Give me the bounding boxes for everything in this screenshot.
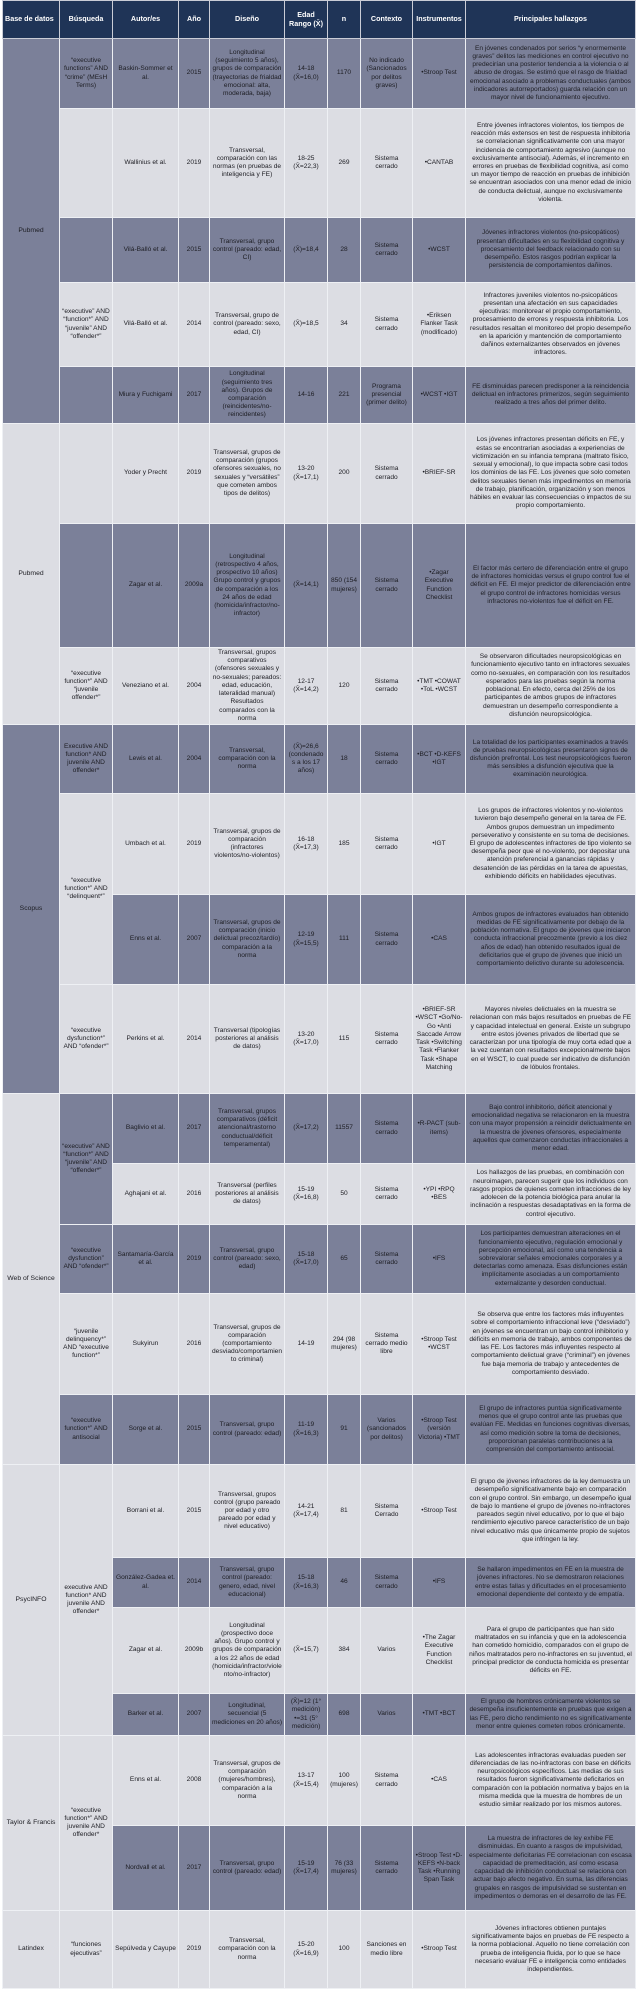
context-cell: Sistema cerrado — [361, 218, 413, 283]
studies-table — [2, 0, 636, 1989]
authors-cell: Enns et al. — [113, 895, 179, 985]
year-cell: 2019 — [179, 1911, 210, 1989]
col-header-age: Edad Rango (X̄) — [285, 1, 328, 39]
context-cell: Sistema cerrado — [361, 1736, 413, 1826]
findings-cell: Los grupos de infractores violentos y no-violentos tuvieron bajo desempeño general en la tarea de FE. Ambos grupos demuestran un impedimento perseverativo y consistente en su toma de decisiones. El grupo de adolescentes infractores de tipo violento se desempeña peor que el no-violento, por depositar una atención preferencial a ganancias rápidas y desatención de las pérdidas en la tarea de apuestas, exhibiendo déficits en habilidades ejecutivas. — [466, 794, 636, 895]
table-row — [3, 109, 636, 218]
context-cell: Sistema cerrado — [361, 794, 413, 895]
findings-cell: El grupo de jóvenes infractores de la ley demuestra un desempeño significativamente bajo en comparación con el grupo control. Sin embargo, un desempeño igual de bajo lo mantiene el grupo de jóvenes no-infractores pareados según nivel educativo, por lo que el bajo rendimiento ejecutivo parece característico de un bajo nivel educativo más que únicamente propio de sujetos que infringen la ley. — [466, 1465, 636, 1558]
search-query-cell: “executive functions” AND “crime” (MEsH Terms) — [60, 39, 113, 109]
sample-size-cell: 294 (98 mujeres) — [328, 1294, 361, 1395]
age-range-cell: 13-17 (X̄=15,4) — [285, 1736, 328, 1826]
search-query-cell: executive AND function* AND juvenile AND offender* — [60, 1465, 113, 1736]
findings-cell: Infractores juveniles violentos no-psicopáticos presentan una afectación en sus capacidades ejecutivas: monitorear el propio comportamiento, procesamiento de errores y respuesta inhibitoria. Los resultados resaltan el monitoreo del propio desempeño en la aparición y mantención de comportamiento dañinos externalizantes observados en jóvenes infractores. — [466, 283, 636, 367]
findings-cell: Ambos grupos de infractores evaluados han obtenido medidas de FE significativamente por debajo de la población normativa. El grupo de jóvenes que iniciaron conducta infraccional precozmente (previo a los diez años de edad) han obtenido resultados igual de deficitarios que el grupo de jóvenes que inició un comportamiento delictivo durante su adolescencia. — [466, 895, 636, 985]
context-cell: Sistema cerrado — [361, 1558, 413, 1608]
database-cell: Pubmed — [3, 39, 60, 424]
table-row — [3, 1465, 636, 1558]
findings-cell: Se observaron dificultades neuropsicológicas en funcionamiento ejecutivo tanto en infractores sexuales como no-sexuales, en comparación con los resultados esperados para las pruebas según la norma poblacional. En efecto, cerca del 25% de los participantes de ambos grupos de infractores demuestran un desempeño correspondiente a disfunción neuropsicológica. — [466, 648, 636, 725]
sample-size-cell: 269 — [328, 109, 361, 218]
age-range-cell: 15-20 (X̄=16,9) — [285, 1911, 328, 1989]
context-cell: Programa presencial (primer delito) — [361, 367, 413, 424]
year-cell: 2015 — [179, 39, 210, 109]
findings-cell: Jóvenes infractores obtienen puntajes significativamente bajos en pruebas de FE respecto a la norma poblacional. Aquello no tiene correlación con prueba de inteligencia fluida, por lo que se hace necesario evaluar FE e inteligencia como entidades independientes. — [466, 1911, 636, 1989]
year-cell: 2015 — [179, 1465, 210, 1558]
instruments-cell: •BRIEF-SR — [413, 424, 466, 524]
context-cell: Sistema cerrado — [361, 1225, 413, 1294]
table-row — [3, 648, 636, 725]
sample-size-cell: 81 — [328, 1465, 361, 1558]
sample-size-cell: 46 — [328, 1558, 361, 1608]
findings-cell: En jóvenes condenados por serios “y enormemente graves” delitos las mediciones en control ejecutivo no predecirían una posterior tendencia a la violencia o al abuso de drogas. Se estimó que el rasgo de frialdad emocional asociado a problemas conductuales (ambos indicadores autorreportados) guarda relación con un mayor nivel de funcionamiento ejecutivo. — [466, 39, 636, 109]
instruments-cell: •WCST •IGT — [413, 367, 466, 424]
context-cell: Sistema cerrado medio libre — [361, 1294, 413, 1395]
col-header-search: Búsqueda — [60, 1, 113, 39]
sample-size-cell: 91 — [328, 1395, 361, 1465]
instruments-cell: •TMT •COWAT •ToL •WCST — [413, 648, 466, 725]
findings-cell: Los hallazgos de las pruebas, en combinación con neuroimagen, parecen sugerir que los individuos con rasgos propios de quienes cometen infracciones de ley adolecen de la potencia biológica para anular la inclinación a respuestas desadaptativas en la forma de control ejecutivo. — [466, 1164, 636, 1225]
age-range-cell: 12-17 (X̄=14,2) — [285, 648, 328, 725]
col-header-year: Año — [179, 1, 210, 39]
design-cell: Longitudinal (prospectivo doce años). Grupo control y grupos de comparación a los 22 años de edad (homicida/infractor/violento/no-infractor) — [210, 1608, 285, 1694]
database-cell: PsycINFO — [3, 1465, 60, 1736]
authors-cell: Zagar et al. — [113, 1608, 179, 1694]
age-range-cell: (X̄=15,7) — [285, 1608, 328, 1694]
search-query-cell: “executive dysfunction*” AND “ofender*” — [60, 985, 113, 1094]
year-cell: 2016 — [179, 1164, 210, 1225]
instruments-cell: •IFS — [413, 1225, 466, 1294]
authors-cell: Santamaría-García et al. — [113, 1225, 179, 1294]
year-cell: 2004 — [179, 725, 210, 794]
instruments-cell: •IGT — [413, 794, 466, 895]
context-cell: Sistema Cerrado — [361, 1465, 413, 1558]
design-cell: Transversal, grupos de comparación (infractores violentos/no-violentos) — [210, 794, 285, 895]
col-header-database: Base de datos — [3, 1, 60, 39]
instruments-cell: •IFS — [413, 1558, 466, 1608]
instruments-cell: •CAS — [413, 1736, 466, 1826]
col-header-instruments: Instrumentos — [413, 1, 466, 39]
age-range-cell: (X̄=14,1) — [285, 524, 328, 648]
authors-cell: González-Gadea et. al. — [113, 1558, 179, 1608]
authors-cell: Yoder y Precht — [113, 424, 179, 524]
instruments-cell: •Eriksen Flanker Task (modificado) — [413, 283, 466, 367]
sample-size-cell: 115 — [328, 985, 361, 1094]
instruments-cell: •CAS — [413, 895, 466, 985]
instruments-cell: •The Zagar Executive Function Checklist — [413, 1608, 466, 1694]
context-cell: Sistema cerrado — [361, 424, 413, 524]
year-cell: 2019 — [179, 424, 210, 524]
sample-size-cell: 185 — [328, 794, 361, 895]
instruments-cell: •BCT •D-KEFS •IGT — [413, 725, 466, 794]
findings-cell: Jóvenes infractores violentos (no-psicopáticos) presentan dificultades en su flexibilidad cognitiva y procesamiento del feedback relacionado con su desempeño. Estos rasgos podrían explicar la persistencia de comportamientos dañinos. — [466, 218, 636, 283]
year-cell: 2009a — [179, 524, 210, 648]
findings-cell: Entre jóvenes infractores violentos, los tiempos de reacción más extensos en test de respuesta inhibitoria se correlacionan significativamente con una mayor incidencia de comportamiento agresivo (aunque no exclusivamente antisocial). Además, el incremento en errores en pruebas de flexibilidad cognitiva, así como un mayor tiempo de reacción en pruebas de inhibición se encuentran asociados con una menor edad de inicio de conducta delictual, aunque no exclusivamente violenta. — [466, 109, 636, 218]
table-row — [3, 424, 636, 524]
findings-cell: Se hallaron impedimentos en FE en la muestra de jóvenes infractores. No se demostraron relaciones entre estas fallas y dificultades en el procesamiento emocional dependiente del contexto y de empatía. — [466, 1558, 636, 1608]
context-cell: Sistema cerrado — [361, 109, 413, 218]
age-range-cell: (X̄)=26,6 (condenados a los 17 años) — [285, 725, 328, 794]
findings-cell: Los participantes demuestran alteraciones en el funcionamiento ejecutivo, regulación emocional y percepción emocional, así como una tendencia a sobrevalorar señales emocionales corporales y a detectarlas como amenaza. Esas disfunciones están implícitamente asociadas a un comportamiento externalizante y desorden conductual. — [466, 1225, 636, 1294]
year-cell: 2019 — [179, 109, 210, 218]
age-range-cell: 15-18 (X̄=16,3) — [285, 1558, 328, 1608]
year-cell: 2019 — [179, 1225, 210, 1294]
authors-cell: Enns et al. — [113, 1736, 179, 1826]
design-cell: Transversal, grupos de comparación (comportamiento desviado/comportamiento criminal) — [210, 1294, 285, 1395]
table-row — [3, 1911, 636, 1989]
table-row — [3, 1395, 636, 1465]
age-range-cell: 15-19 (X̄=16,8) — [285, 1164, 328, 1225]
search-query-cell: Executive AND function* AND juvenile AND offender* — [60, 725, 113, 794]
authors-cell: Borrani et al. — [113, 1465, 179, 1558]
col-header-authors: Autor/es — [113, 1, 179, 39]
authors-cell: Sukyirun — [113, 1294, 179, 1395]
search-query-cell — [60, 109, 113, 218]
findings-cell: Las adolescentes infractoras evaluadas pueden ser diferenciadas de las no-infractoras con base en déficits neuropsicológicos específicos. Las medias de sus resultados fueron significativamente deficitarios en comparación con la población normativa y bajos en la misma medida que la muestra de hombres de un estudio similar realizado por los mismos autores. — [466, 1736, 636, 1826]
sample-size-cell: 34 — [328, 283, 361, 367]
age-range-cell: 15-18 (X̄=17,0) — [285, 1225, 328, 1294]
search-query-cell — [60, 218, 113, 283]
year-cell: 2016 — [179, 1294, 210, 1395]
year-cell: 2009b — [179, 1608, 210, 1694]
authors-cell: Vilá-Balló et al. — [113, 283, 179, 367]
findings-cell: El grupo de hombres crónicamente violentos se desempeña insuficientemente en pruebas que exigen a las FE, pero dicho rendimiento no es significativamente menor entre quienes cometen robos crónicamente. — [466, 1694, 636, 1736]
design-cell: Transversal, grupo control (pareado: edad) — [210, 1826, 285, 1911]
design-cell: Transversal (tipologías posteriores al análisis de datos) — [210, 985, 285, 1094]
authors-cell: Barker et al. — [113, 1694, 179, 1736]
context-cell: Sistema cerrado — [361, 283, 413, 367]
findings-cell: La muestra de infractores de ley exhibe FE disminuidas. En cuanto a rasgos de impulsividad, especialmente deficitarias FE correlacionan con escasa capacidad de premeditación, así como escasa capacidad de inhibición conductual se relaciona con actuar bajo afecto negativo. En suma, las diferencias grupales en rasgos de impulsividad se sustentan en impedimentos o demoras en el desarrollo de las FE. — [466, 1826, 636, 1911]
design-cell: Transversal, comparación con las normas (en pruebas de inteligencia y FE) — [210, 109, 285, 218]
context-cell: Sistema cerrado — [361, 985, 413, 1094]
instruments-cell: •R-PACT (sub-items) — [413, 1094, 466, 1164]
search-query-cell — [60, 524, 113, 648]
year-cell: 2008 — [179, 1736, 210, 1826]
findings-cell: El factor más certero de diferenciación entre el grupo de infractores homicidas versus el grupo control fue el déficit en FE. El mejor predictor de diferenciación entre el grupo control de infractores homicidas versus infractores no-violentos fue el déficit en FE. — [466, 524, 636, 648]
authors-cell: Wallinius et al. — [113, 109, 179, 218]
design-cell: Transversal (perfiles posteriores al análisis de datos) — [210, 1164, 285, 1225]
design-cell: Transversal, grupos de comparación (inicio delictual precoz/tardío) comparación a la norma — [210, 895, 285, 985]
year-cell: 2007 — [179, 895, 210, 985]
sample-size-cell: 76 (33 mujeres) — [328, 1826, 361, 1911]
year-cell: 2015 — [179, 218, 210, 283]
design-cell: Transversal, grupo control (pareado: genero, edad, nivel educacional) — [210, 1558, 285, 1608]
context-cell: Varios — [361, 1608, 413, 1694]
search-query-cell — [60, 424, 113, 524]
age-range-cell: 14-19 — [285, 1294, 328, 1395]
findings-cell: El grupo de infractores puntúa significativamente menos que el grupo control ante las pruebas que evalúan FE. Medidas en funciones cognitivas diversas, así como medición sobre la toma de decisiones, proporcionan paralelas contribuciones a la comprensión del comportamiento antisocial. — [466, 1395, 636, 1465]
context-cell: Sistema cerrado — [361, 648, 413, 725]
sample-size-cell: 200 — [328, 424, 361, 524]
authors-cell: Sorge et al. — [113, 1395, 179, 1465]
age-range-cell: 14-21 (X̄=17,4) — [285, 1465, 328, 1558]
age-range-cell: 12-19 (X̄=15,5) — [285, 895, 328, 985]
instruments-cell: •Zagar Executive Function Checklist — [413, 524, 466, 648]
authors-cell: Vilá-Balló et al. — [113, 218, 179, 283]
database-cell: Latindex — [3, 1911, 60, 1989]
table-row — [3, 725, 636, 794]
year-cell: 2017 — [179, 367, 210, 424]
instruments-cell: •TMT •BCT — [413, 1694, 466, 1736]
design-cell: Transversal, grupo control (pareado: edad, CI) — [210, 218, 285, 283]
database-cell: Taylor & Francis — [3, 1736, 60, 1911]
design-cell: Transversal, grupos de comparación (mujeres/hombres), comparación a la norma — [210, 1736, 285, 1826]
search-query-cell: “executive” AND “function*” AND “juvenile” AND “offender*” — [60, 283, 113, 367]
authors-cell: Sepúlveda y Cayupe — [113, 1911, 179, 1989]
table-row — [3, 524, 636, 648]
authors-cell: Miura y Fuchigami — [113, 367, 179, 424]
year-cell: 2004 — [179, 648, 210, 725]
context-cell: Sistema cerrado — [361, 1164, 413, 1225]
age-range-cell: 16-18 (X̄=17,3) — [285, 794, 328, 895]
design-cell: Transversal, grupos de comparación (grupos ofensores sexuales, no sexuales y “versátiles” que cometen ambos tipos de delitos) — [210, 424, 285, 524]
table-row — [3, 1294, 636, 1395]
table-row — [3, 367, 636, 424]
design-cell: Longitudinal (seguimiento 5 años), grupos de comparación (trayectorias de frialdad emocional: alta, moderada, baja) — [210, 39, 285, 109]
table-row — [3, 39, 636, 109]
age-range-cell: (X̄)=12 (1° medición) •=31 (5° medición) — [285, 1694, 328, 1736]
age-range-cell: 14-18 (X̄=16,0) — [285, 39, 328, 109]
year-cell: 2007 — [179, 1694, 210, 1736]
instruments-cell: •Stroop Test (versión Victoria) •TMT — [413, 1395, 466, 1465]
authors-cell: Aghajani et al. — [113, 1164, 179, 1225]
instruments-cell: •Stroop Test — [413, 1911, 466, 1989]
header-row — [3, 1, 636, 39]
sample-size-cell: 850 (154 mujeres) — [328, 524, 361, 648]
findings-cell: Se observa que entre los factores más influyentes sobre el comportamiento infraccional leve (“desviado”) en jóvenes se encuentran un bajo control inhibitorio y déficits en memoria de trabajo, ambos componentes de las FE. Los factores más influyentes respecto al comportamiento delictual grave (“criminal”) en jóvenes fue baja memoria de trabajo y antecedentes de comportamiento desviado. — [466, 1294, 636, 1395]
year-cell: 2017 — [179, 1826, 210, 1911]
sample-size-cell: 111 — [328, 895, 361, 985]
age-range-cell: 18-25 (X̄=22,3) — [285, 109, 328, 218]
table-row — [3, 1094, 636, 1164]
search-query-cell — [60, 367, 113, 424]
age-range-cell: (X̄)=18,4 — [285, 218, 328, 283]
table-row — [3, 218, 636, 283]
sample-size-cell: 120 — [328, 648, 361, 725]
search-query-cell: “executive function*” AND juvenile AND offender* — [60, 1736, 113, 1911]
authors-cell: Perkins et al. — [113, 985, 179, 1094]
table-row — [3, 985, 636, 1094]
sample-size-cell: 28 — [328, 218, 361, 283]
year-cell: 2015 — [179, 1395, 210, 1465]
table-row — [3, 794, 636, 895]
table-row — [3, 1225, 636, 1294]
instruments-cell: •Stroop Test — [413, 1465, 466, 1558]
design-cell: Transversal, grupo control (pareado: sexo, edad) — [210, 1225, 285, 1294]
sample-size-cell: 1170 — [328, 39, 361, 109]
authors-cell: Baskin-Sommer et al. — [113, 39, 179, 109]
search-query-cell: “executive function*” AND “delinquent*” — [60, 794, 113, 985]
age-range-cell: (X̄=17,2) — [285, 1094, 328, 1164]
context-cell: Sistema cerrado — [361, 1094, 413, 1164]
design-cell: Longitudinal (seguimiento tres años). Grupos de comparación (reincidentes/no-reincidentes) — [210, 367, 285, 424]
age-range-cell: 13-20 (X̄=17,1) — [285, 424, 328, 524]
sample-size-cell: 18 — [328, 725, 361, 794]
authors-cell: Veneziano et al. — [113, 648, 179, 725]
database-cell: Scopus — [3, 725, 60, 1094]
search-query-cell: “executive function*” AND “juvenile offender*” — [60, 648, 113, 725]
design-cell: Longitudinal (retrospectivo 4 años, prospectivo 10 años) Grupo control y grupos de comparación a los 24 años de edad (homicida/infractor/no-infractor) — [210, 524, 285, 648]
instruments-cell: •Stroop Test •D-KEFS •N-back Task •Running Span Task — [413, 1826, 466, 1911]
sample-size-cell: 100 — [328, 1911, 361, 1989]
year-cell: 2017 — [179, 1094, 210, 1164]
context-cell: Varios (sancionados por delitos) — [361, 1395, 413, 1465]
instruments-cell: •BRIEF-SR •WSCT •Go/No-Go •Anti Saccade Arrow Task •Switching Task •Flanker Task •Shape Matching — [413, 985, 466, 1094]
authors-cell: Baglivio et al. — [113, 1094, 179, 1164]
age-range-cell: 14-16 — [285, 367, 328, 424]
authors-cell: Zagar et al. — [113, 524, 179, 648]
context-cell: Varios — [361, 1694, 413, 1736]
sample-size-cell: 11557 — [328, 1094, 361, 1164]
col-header-n: n — [328, 1, 361, 39]
col-header-context: Contexto — [361, 1, 413, 39]
search-query-cell: “executive dysfunction” AND “ofender*” — [60, 1225, 113, 1294]
col-header-design: Diseño — [210, 1, 285, 39]
design-cell: Transversal, grupo control (pareado: edad) — [210, 1395, 285, 1465]
table-row — [3, 283, 636, 367]
context-cell: Sanciones en medio libre — [361, 1911, 413, 1989]
authors-cell: Umbach et al. — [113, 794, 179, 895]
authors-cell: Lewis et al. — [113, 725, 179, 794]
instruments-cell: •WCST — [413, 218, 466, 283]
year-cell: 2014 — [179, 1558, 210, 1608]
design-cell: Transversal, grupos comparativos (ofensores sexuales y no-sexuales; pareados: edad, educación, lateralidad manual) Resultados comparados con la norma — [210, 648, 285, 725]
design-cell: Transversal, comparación con la norma — [210, 1911, 285, 1989]
search-query-cell: “executive function*” AND antisocial — [60, 1395, 113, 1465]
col-header-findings: Principales hallazgos — [466, 1, 636, 39]
sample-size-cell: 100 (mujeres) — [328, 1736, 361, 1826]
year-cell: 2019 — [179, 794, 210, 895]
search-query-cell: “juvenile delinquency*” AND “executive function*” — [60, 1294, 113, 1395]
design-cell: Transversal, grupo de control (pareado: sexo, edad, CI) — [210, 283, 285, 367]
year-cell: 2014 — [179, 985, 210, 1094]
findings-cell: Bajo control inhibitorio, déficit atencional y emocionalidad negativa se relacionaron en la muestra con una mayor propensión a reincidir delictualmente en la muestra de jóvenes ofensores, especialmente aquellos que comenzaron conductas infraccionales a menor edad. — [466, 1094, 636, 1164]
sample-size-cell: 221 — [328, 367, 361, 424]
table-body — [3, 39, 636, 1989]
age-range-cell: (X̄)=18,5 — [285, 283, 328, 367]
database-cell: Pubmed — [3, 424, 60, 725]
instruments-cell: •YPI •RPQ •BES — [413, 1164, 466, 1225]
context-cell: Sistema cerrado — [361, 1826, 413, 1911]
instruments-cell: •Stroop Test •WCST — [413, 1294, 466, 1395]
authors-cell: Nordvall et al. — [113, 1826, 179, 1911]
findings-cell: FE disminuidas parecen predisponer a la reincidencia delictual en infractores primerizos, según seguimiento realizado a tres años del primer delito. — [466, 367, 636, 424]
findings-cell: La totalidad de los participantes examinados a través de pruebas neuropsicológicas presentaron signos de disfunción prefrontal. Los test neuropsicológicos fueron más sensibles a disfunción ejecutiva que la examinación neurológica. — [466, 725, 636, 794]
findings-cell: Mayores niveles delictuales en la muestra se relacionan con más bajos resultados en pruebas de FE y capacidad intelectual en general. Existe un subgrupo entre estos jóvenes privados de libertad que se caracterizan por una tipología de muy corta edad que a la vez cuentan con resultados excepcionalmente bajos en el WSCT, lo cual puede ser indicativo de disfunción de lóbulos frontales. — [466, 985, 636, 1094]
design-cell: Transversal, grupos comparativos (déficit atencional/trastorno conductual/déficit temperamental) — [210, 1094, 285, 1164]
design-cell: Transversal, comparación con la norma — [210, 725, 285, 794]
database-cell: Web of Science — [3, 1094, 60, 1465]
sample-size-cell: 50 — [328, 1164, 361, 1225]
context-cell: Sistema cerrado — [361, 725, 413, 794]
sample-size-cell: 384 — [328, 1608, 361, 1694]
age-range-cell: 13-20 (X̄=17,0) — [285, 985, 328, 1094]
context-cell: No indicado (Sancionados por delitos graves) — [361, 39, 413, 109]
sample-size-cell: 65 — [328, 1225, 361, 1294]
sample-size-cell: 698 — [328, 1694, 361, 1736]
context-cell: Sistema cerrado — [361, 524, 413, 648]
findings-cell: Para el grupo de participantes que han sido maltratados en su infancia y que en la adolescencia han cometido homicidio, comparados con el grupo de niños maltratados pero no-infractores en su juventud, el principal predictor de conducta homicida es presentar déficits en FE. — [466, 1608, 636, 1694]
year-cell: 2014 — [179, 283, 210, 367]
search-query-cell: “funciones ejecutivas” — [60, 1911, 113, 1989]
search-query-cell: “executive” AND “function*” AND “juvenile” AND “offender*” — [60, 1094, 113, 1225]
instruments-cell: •Stroop Test — [413, 39, 466, 109]
age-range-cell: 15-19 (X̄=17,4) — [285, 1826, 328, 1911]
context-cell: Sistema cerrado — [361, 895, 413, 985]
findings-cell: Los jóvenes infractores presentan déficits en FE, y estas se encontrarían asociadas a experiencias de victimización en su infancia temprana (maltrato físico, sexual y emocional), lo que impacta sobre casi todos los dominios de las FE. Los jóvenes que solo cometen delitos sexuales tienen más impedimentos en memoria de trabajo, planificación, organización y son menos hábiles en evaluar las consecuencias o impactos de su propio comportamiento. — [466, 424, 636, 524]
design-cell: Transversal, grupos control (grupo pareado por edad y otro pareado por edad y nivel educativo) — [210, 1465, 285, 1558]
age-range-cell: 11-19 (X̄=16,3) — [285, 1395, 328, 1465]
design-cell: Longitudinal, secuencial (5 mediciones en 20 años) — [210, 1694, 285, 1736]
table-row — [3, 1736, 636, 1826]
instruments-cell: •CANTAB — [413, 109, 466, 218]
